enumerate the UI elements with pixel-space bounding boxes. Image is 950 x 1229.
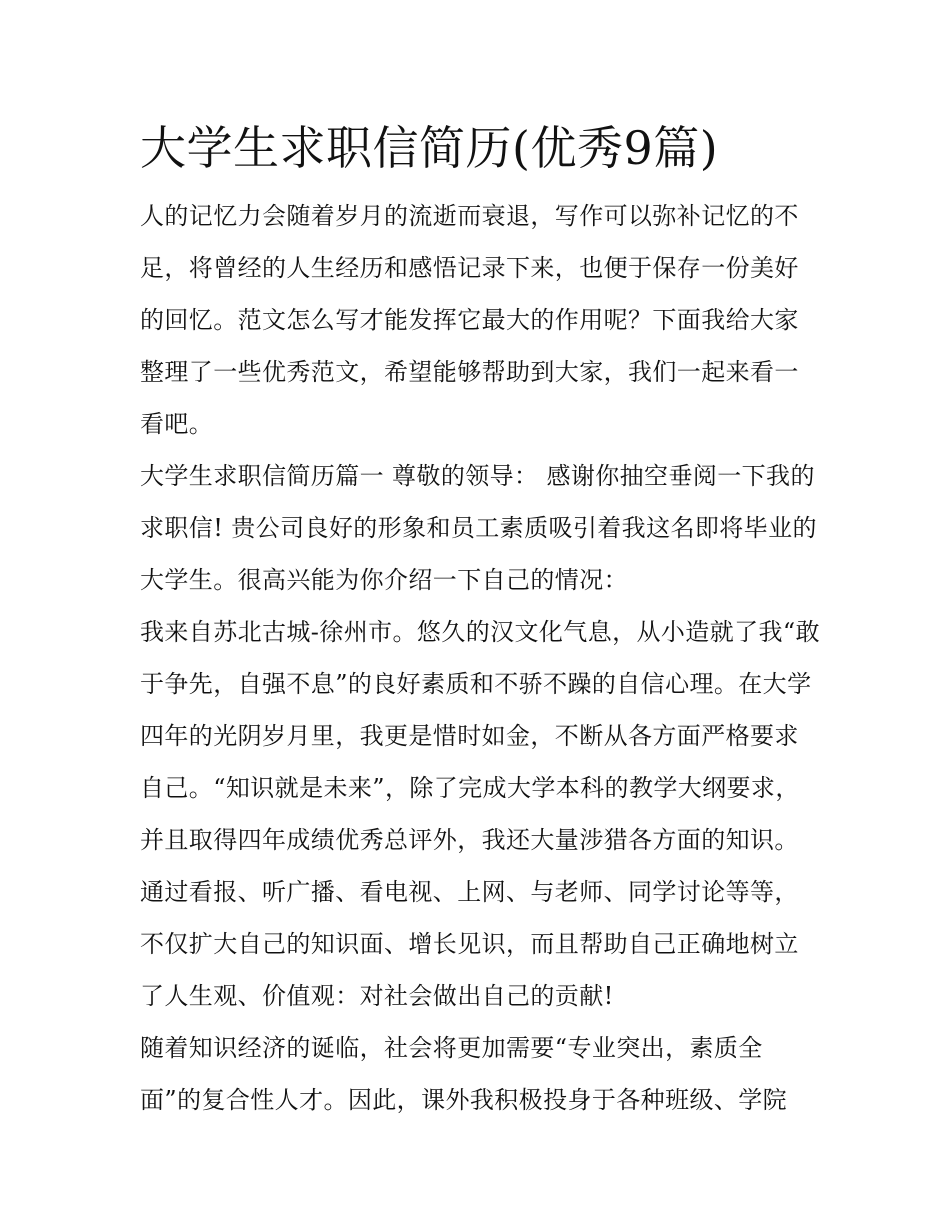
document-title: 大学生求职信简历(优秀9篇) (140, 121, 719, 175)
intro-paragraph: 人的记忆力会随着岁月的流逝而衰退，写作可以弥补记忆的不足，将曾经的人生经历和感悟记录下来，也便于保存一份美好的回忆。范文怎么写才能发挥它最大的作用呢？下面我给大家整理了一些优秀范文，希望能够帮助到大家，我们一起来看一看吧。 (140, 202, 799, 438)
letter-opening-paragraph: 大学生求职信简历篇一 尊敬的领导： 感谢你抽空垂阅一下我的求职信! 贵公司良好的形象和员工素质吸引着我这名即将毕业的大学生。很高兴能为你介绍一下自己的情况： (140, 462, 817, 594)
background-paragraph: 我来自苏北古城-徐州市。悠久的汉文化气息，从小造就了我“敢于争先，自强不息”的良好素质和不骄不躁的自信心理。在大学四年的光阴岁月里，我更是惜时如金，不断从各方面严格要求自己。“知识就是未来”，除了完成大学本科的教学大纲要求，并且取得四年成绩优秀总评外，我还大量涉猎各方面的知识。通过看报、听广播、看电视、上网、与老师、同学讨论等等，不仅扩大自己的知识面、增长见识，而且帮助自己正确地树立了人生观、价值观：对社会做出自己的贡献! (140, 618, 820, 1010)
document-body (140, 112, 820, 1126)
activities-paragraph: 随着知识经济的诞临，社会将更加需要“专业突出，素质全面”的复合性人才。因此，课外我积极投身于各种班级、学院 (140, 1034, 788, 1114)
